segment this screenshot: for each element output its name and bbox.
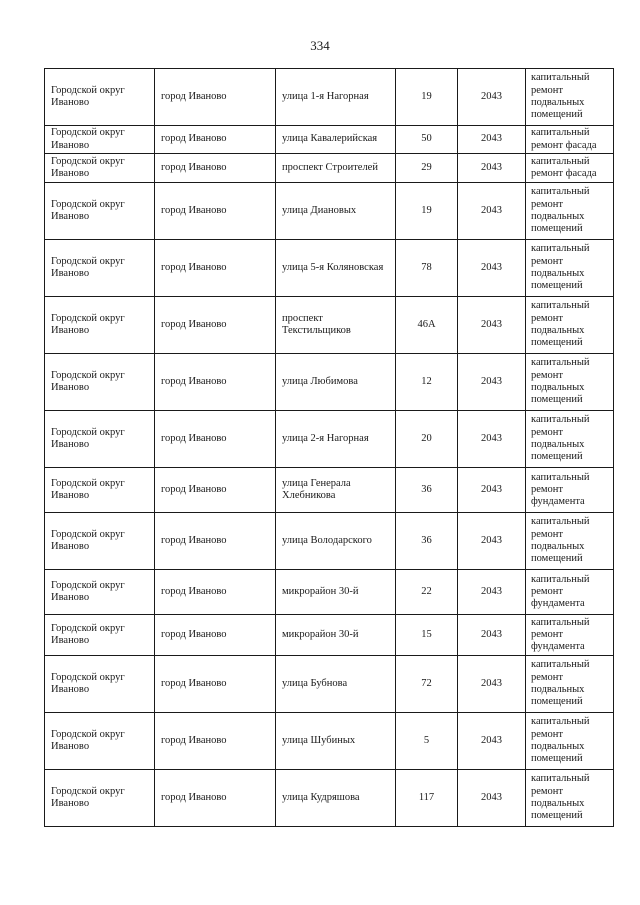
year-cell: 2043 bbox=[458, 615, 526, 656]
street-cell: улица 5-я Коляновская bbox=[276, 240, 396, 297]
street-cell: улица Генерала Хлебникова bbox=[276, 468, 396, 513]
municipality-cell: Городской округ Иваново bbox=[45, 713, 155, 770]
work-type-cell: капитальный ремонт подвальных помещений bbox=[526, 770, 614, 827]
street-cell: улица Володарского bbox=[276, 513, 396, 570]
house-number-cell: 46А bbox=[396, 297, 458, 354]
table-row bbox=[45, 570, 614, 615]
street-cell: микрорайон 30-й bbox=[276, 615, 396, 656]
house-number-cell: 36 bbox=[396, 468, 458, 513]
year-cell: 2043 bbox=[458, 770, 526, 827]
street-cell: улица Бубнова bbox=[276, 656, 396, 713]
municipality-cell: Городской округ Иваново bbox=[45, 770, 155, 827]
table-row bbox=[45, 240, 614, 297]
year-cell: 2043 bbox=[458, 354, 526, 411]
municipality-cell: Городской округ Иваново bbox=[45, 411, 155, 468]
municipality-cell: Городской округ Иваново bbox=[45, 69, 155, 126]
year-cell: 2043 bbox=[458, 468, 526, 513]
table-row bbox=[45, 411, 614, 468]
settlement-cell: город Иваново bbox=[155, 570, 276, 615]
house-number-cell: 117 bbox=[396, 770, 458, 827]
year-cell: 2043 bbox=[458, 656, 526, 713]
house-number-cell: 50 bbox=[396, 126, 458, 154]
municipality-cell: Городской округ Иваново bbox=[45, 656, 155, 713]
year-cell: 2043 bbox=[458, 183, 526, 240]
street-cell: улица Кудряшова bbox=[276, 770, 396, 827]
municipality-cell: Городской округ Иваново bbox=[45, 154, 155, 183]
settlement-cell: город Иваново bbox=[155, 513, 276, 570]
table-row bbox=[45, 154, 614, 183]
municipality-cell: Городской округ Иваново bbox=[45, 468, 155, 513]
work-type-cell: капитальный ремонт подвальных помещений bbox=[526, 297, 614, 354]
street-cell: улица Кавалерийская bbox=[276, 126, 396, 154]
settlement-cell: город Иваново bbox=[155, 69, 276, 126]
table-body bbox=[45, 69, 614, 827]
repair-schedule-table bbox=[44, 68, 614, 827]
street-cell: микрорайон 30-й bbox=[276, 570, 396, 615]
street-cell: улица Шубиных bbox=[276, 713, 396, 770]
settlement-cell: город Иваново bbox=[155, 297, 276, 354]
page-number: 334 bbox=[310, 38, 330, 53]
municipality-cell: Городской округ Иваново bbox=[45, 615, 155, 656]
street-cell: проспект Текстильщиков bbox=[276, 297, 396, 354]
table-row bbox=[45, 656, 614, 713]
year-cell: 2043 bbox=[458, 126, 526, 154]
work-type-cell: капитальный ремонт фасада bbox=[526, 126, 614, 154]
table-row bbox=[45, 183, 614, 240]
settlement-cell: город Иваново bbox=[155, 183, 276, 240]
work-type-cell: капитальный ремонт подвальных помещений bbox=[526, 183, 614, 240]
street-cell: улица 2-я Нагорная bbox=[276, 411, 396, 468]
year-cell: 2043 bbox=[458, 69, 526, 126]
work-type-cell: капитальный ремонт подвальных помещений bbox=[526, 411, 614, 468]
municipality-cell: Городской округ Иваново bbox=[45, 126, 155, 154]
table-row bbox=[45, 713, 614, 770]
work-type-cell: капитальный ремонт фундамента bbox=[526, 615, 614, 656]
house-number-cell: 12 bbox=[396, 354, 458, 411]
work-type-cell: капитальный ремонт подвальных помещений bbox=[526, 513, 614, 570]
municipality-cell: Городской округ Иваново bbox=[45, 297, 155, 354]
work-type-cell: капитальный ремонт подвальных помещений bbox=[526, 354, 614, 411]
year-cell: 2043 bbox=[458, 713, 526, 770]
work-type-cell: капитальный ремонт фасада bbox=[526, 154, 614, 183]
settlement-cell: город Иваново bbox=[155, 656, 276, 713]
table-row bbox=[45, 770, 614, 827]
municipality-cell: Городской округ Иваново bbox=[45, 354, 155, 411]
work-type-cell: капитальный ремонт подвальных помещений bbox=[526, 69, 614, 126]
table-row bbox=[45, 468, 614, 513]
year-cell: 2043 bbox=[458, 297, 526, 354]
house-number-cell: 19 bbox=[396, 69, 458, 126]
work-type-cell: капитальный ремонт подвальных помещений bbox=[526, 713, 614, 770]
year-cell: 2043 bbox=[458, 570, 526, 615]
house-number-cell: 19 bbox=[396, 183, 458, 240]
house-number-cell: 72 bbox=[396, 656, 458, 713]
municipality-cell: Городской округ Иваново bbox=[45, 570, 155, 615]
street-cell: улица 1-я Нагорная bbox=[276, 69, 396, 126]
year-cell: 2043 bbox=[458, 154, 526, 183]
table-row bbox=[45, 513, 614, 570]
work-type-cell: капитальный ремонт фундамента bbox=[526, 468, 614, 513]
settlement-cell: город Иваново bbox=[155, 354, 276, 411]
work-type-cell: капитальный ремонт подвальных помещений bbox=[526, 240, 614, 297]
settlement-cell: город Иваново bbox=[155, 126, 276, 154]
table-row bbox=[45, 297, 614, 354]
table-row bbox=[45, 354, 614, 411]
settlement-cell: город Иваново bbox=[155, 154, 276, 183]
street-cell: улица Диановых bbox=[276, 183, 396, 240]
house-number-cell: 5 bbox=[396, 713, 458, 770]
year-cell: 2043 bbox=[458, 513, 526, 570]
table-row bbox=[45, 615, 614, 656]
street-cell: улица Любимова bbox=[276, 354, 396, 411]
municipality-cell: Городской округ Иваново bbox=[45, 240, 155, 297]
street-cell: проспект Строителей bbox=[276, 154, 396, 183]
table-row bbox=[45, 69, 614, 126]
settlement-cell: город Иваново bbox=[155, 240, 276, 297]
house-number-cell: 22 bbox=[396, 570, 458, 615]
municipality-cell: Городской округ Иваново bbox=[45, 513, 155, 570]
house-number-cell: 78 bbox=[396, 240, 458, 297]
house-number-cell: 20 bbox=[396, 411, 458, 468]
year-cell: 2043 bbox=[458, 240, 526, 297]
work-type-cell: капитальный ремонт фундамента bbox=[526, 570, 614, 615]
settlement-cell: город Иваново bbox=[155, 411, 276, 468]
settlement-cell: город Иваново bbox=[155, 713, 276, 770]
settlement-cell: город Иваново bbox=[155, 468, 276, 513]
house-number-cell: 36 bbox=[396, 513, 458, 570]
year-cell: 2043 bbox=[458, 411, 526, 468]
house-number-cell: 15 bbox=[396, 615, 458, 656]
table-row bbox=[45, 126, 614, 154]
municipality-cell: Городской округ Иваново bbox=[45, 183, 155, 240]
house-number-cell: 29 bbox=[396, 154, 458, 183]
settlement-cell: город Иваново bbox=[155, 615, 276, 656]
settlement-cell: город Иваново bbox=[155, 770, 276, 827]
work-type-cell: капитальный ремонт подвальных помещений bbox=[526, 656, 614, 713]
